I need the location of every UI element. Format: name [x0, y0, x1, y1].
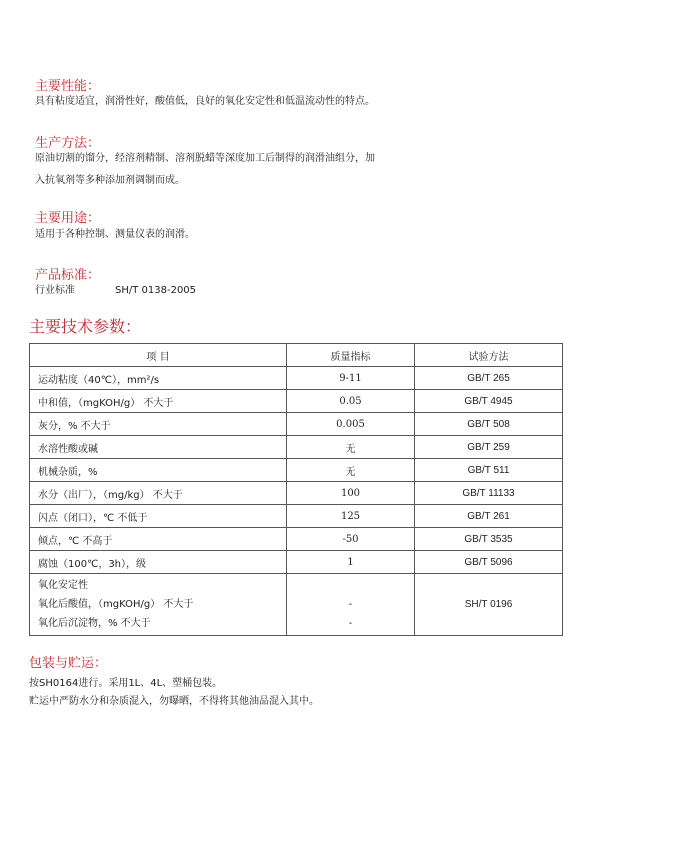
row-method: GB/T 5096 — [415, 551, 563, 574]
table-row — [30, 413, 563, 436]
oxidation-val-2: - — [348, 599, 353, 610]
row-item: 闪点（闭口），℃ 不低于 — [30, 505, 287, 528]
usage-heading: 主要用途： — [35, 211, 101, 226]
table-row-oxidation — [30, 574, 563, 636]
params-table — [29, 343, 563, 636]
table-row — [30, 551, 563, 574]
row-method: GB/T 4945 — [415, 390, 563, 413]
row-quality: 0.005 — [287, 413, 415, 436]
header-method: 试验方法 — [415, 344, 563, 367]
header-quality: 质量指标 — [287, 344, 415, 367]
row-quality: 无 — [287, 459, 415, 482]
row-item: 中和值，（mgKOH/g） 不大于 — [30, 390, 287, 413]
performance-text: 具有粘度适宜，润滑性好，酸值低，良好的氧化安定性和低温流动性的特点。 — [35, 96, 375, 107]
row-method: GB/T 11133 — [415, 482, 563, 505]
standard-value: SH/T 0138-2005 — [115, 285, 197, 296]
standard-line — [35, 280, 196, 302]
oxidation-method: SH/T 0196 — [415, 574, 563, 636]
oxidation-val-3: - — [348, 618, 353, 629]
oxidation-quality — [287, 574, 415, 636]
table-row — [30, 482, 563, 505]
row-item: 倾点，℃ 不高于 — [30, 528, 287, 551]
table-row — [30, 436, 563, 459]
row-method: GB/T 261 — [415, 505, 563, 528]
packaging-heading: 包装与贮运： — [29, 656, 108, 671]
oxidation-item — [30, 574, 287, 636]
table-row — [30, 459, 563, 482]
oxidation-line-3: 氧化后沉淀物，% 不大于 — [38, 618, 151, 629]
oxidation-line-2: 氧化后酸值，（mgKOH/g） 不大于 — [38, 599, 194, 610]
row-quality: 无 — [287, 436, 415, 459]
performance-heading: 主要性能： — [35, 79, 101, 94]
row-method: GB/T 511 — [415, 459, 563, 482]
row-quality: 125 — [287, 505, 415, 528]
row-quality: 100 — [287, 482, 415, 505]
production-heading: 生产方法： — [35, 136, 101, 151]
row-item: 水溶性酸或碱 — [30, 436, 287, 459]
packaging-line-1: 按SH0164进行。采用1L、4L、塑桶包装。 — [29, 678, 223, 689]
row-item: 灰分，% 不大于 — [30, 413, 287, 436]
table-row — [30, 528, 563, 551]
row-method: GB/T 265 — [415, 367, 563, 390]
header-item: 项 目 — [30, 344, 287, 367]
usage-text: 适用于各种控制、测量仪表的润滑。 — [35, 229, 195, 240]
row-quality: 1 — [287, 551, 415, 574]
row-method: GB/T 259 — [415, 436, 563, 459]
row-quality: -50 — [287, 528, 415, 551]
params-heading: 主要技术参数： — [29, 317, 142, 336]
row-method: GB/T 3535 — [415, 528, 563, 551]
row-quality: 0.05 — [287, 390, 415, 413]
packaging-line-2: 贮运中严防水分和杂质混入，勿曝晒，不得将其他油品混入其中。 — [29, 696, 319, 707]
table-row — [30, 505, 563, 528]
standard-heading: 产品标准： — [35, 268, 101, 283]
row-item: 腐蚀（100℃，3h），级 — [30, 551, 287, 574]
params-header-row — [30, 344, 563, 367]
row-item: 水分（出厂），（mg/kg） 不大于 — [30, 482, 287, 505]
production-text — [35, 148, 375, 192]
row-method: GB/T 508 — [415, 413, 563, 436]
row-item: 机械杂质，% — [30, 459, 287, 482]
standard-label: 行业标准 — [35, 285, 75, 296]
production-line-2: 入抗氧剂等多种添加剂调制而成。 — [35, 175, 185, 186]
production-line-1: 原油切割的馏分，经溶剂精制、溶剂脱蜡等深度加工后制得的润滑油组分，加 — [35, 153, 375, 164]
row-quality: 9-11 — [287, 367, 415, 390]
row-item: 运动粘度（40℃），mm²/s — [30, 367, 287, 390]
oxidation-line-1: 氧化安定性 — [38, 580, 88, 591]
table-row — [30, 367, 563, 390]
table-row — [30, 390, 563, 413]
